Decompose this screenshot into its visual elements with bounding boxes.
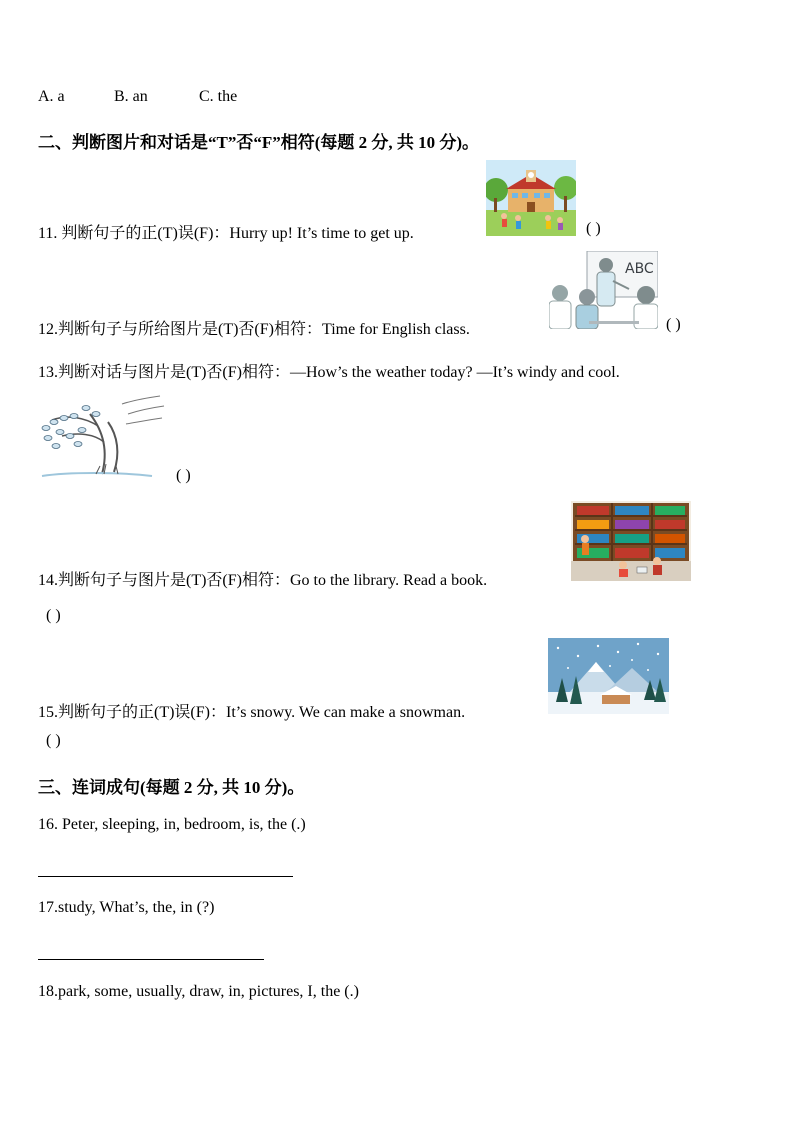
option-a: A. a [38,88,65,105]
question-13: 13.判断对话与图片是(T)否(F)相符：—How’s the weather today? —It’s windy and cool. [38,364,620,381]
question-15: 15.判断句子的正(T)误(F)：It’s snowy. We can make a snowman. [38,704,466,721]
answer-blank-15[interactable]: ( ) [46,732,61,749]
answer-blank-11[interactable]: ( ) [586,220,601,237]
option-c: C. the [199,88,238,105]
question-16: 16. Peter, sleeping, in, bedroom, is, the (.) [38,816,306,833]
option-b: B. an [114,88,148,105]
answer-line-16[interactable] [38,876,293,877]
question-11: 11. 判断句子的正(T)误(F)：Hurry up! It’s time to get up. [38,225,414,242]
classroom-picture [549,251,658,329]
answer-line-17[interactable] [38,959,264,960]
question-18: 18.park, some, usually, draw, in, pictures, I, the (.) [38,983,359,1000]
snowy-picture [548,638,669,714]
section-2-heading: 二、判断图片和对话是“T”否“F”相符(每题 2 分, 共 10 分)。 [38,133,480,152]
question-12: 12.判断句子与所给图片是(T)否(F)相符：Time for English class. [38,321,470,338]
question-17: 17.study, What’s, the, in (?) [38,899,215,916]
answer-blank-12[interactable]: ( ) [666,316,681,333]
windy-tree-picture [38,392,166,480]
abc-board-text: ABC [625,261,654,277]
library-picture [571,501,691,581]
answer-blank-14[interactable]: ( ) [46,607,61,624]
answer-blank-13[interactable]: ( ) [176,467,191,484]
section-3-heading: 三、连词成句(每题 2 分, 共 10 分)。 [38,778,305,797]
question-14: 14.判断句子与图片是(T)否(F)相符：Go to the library. Read a book. [38,572,488,589]
school-picture [486,160,576,236]
